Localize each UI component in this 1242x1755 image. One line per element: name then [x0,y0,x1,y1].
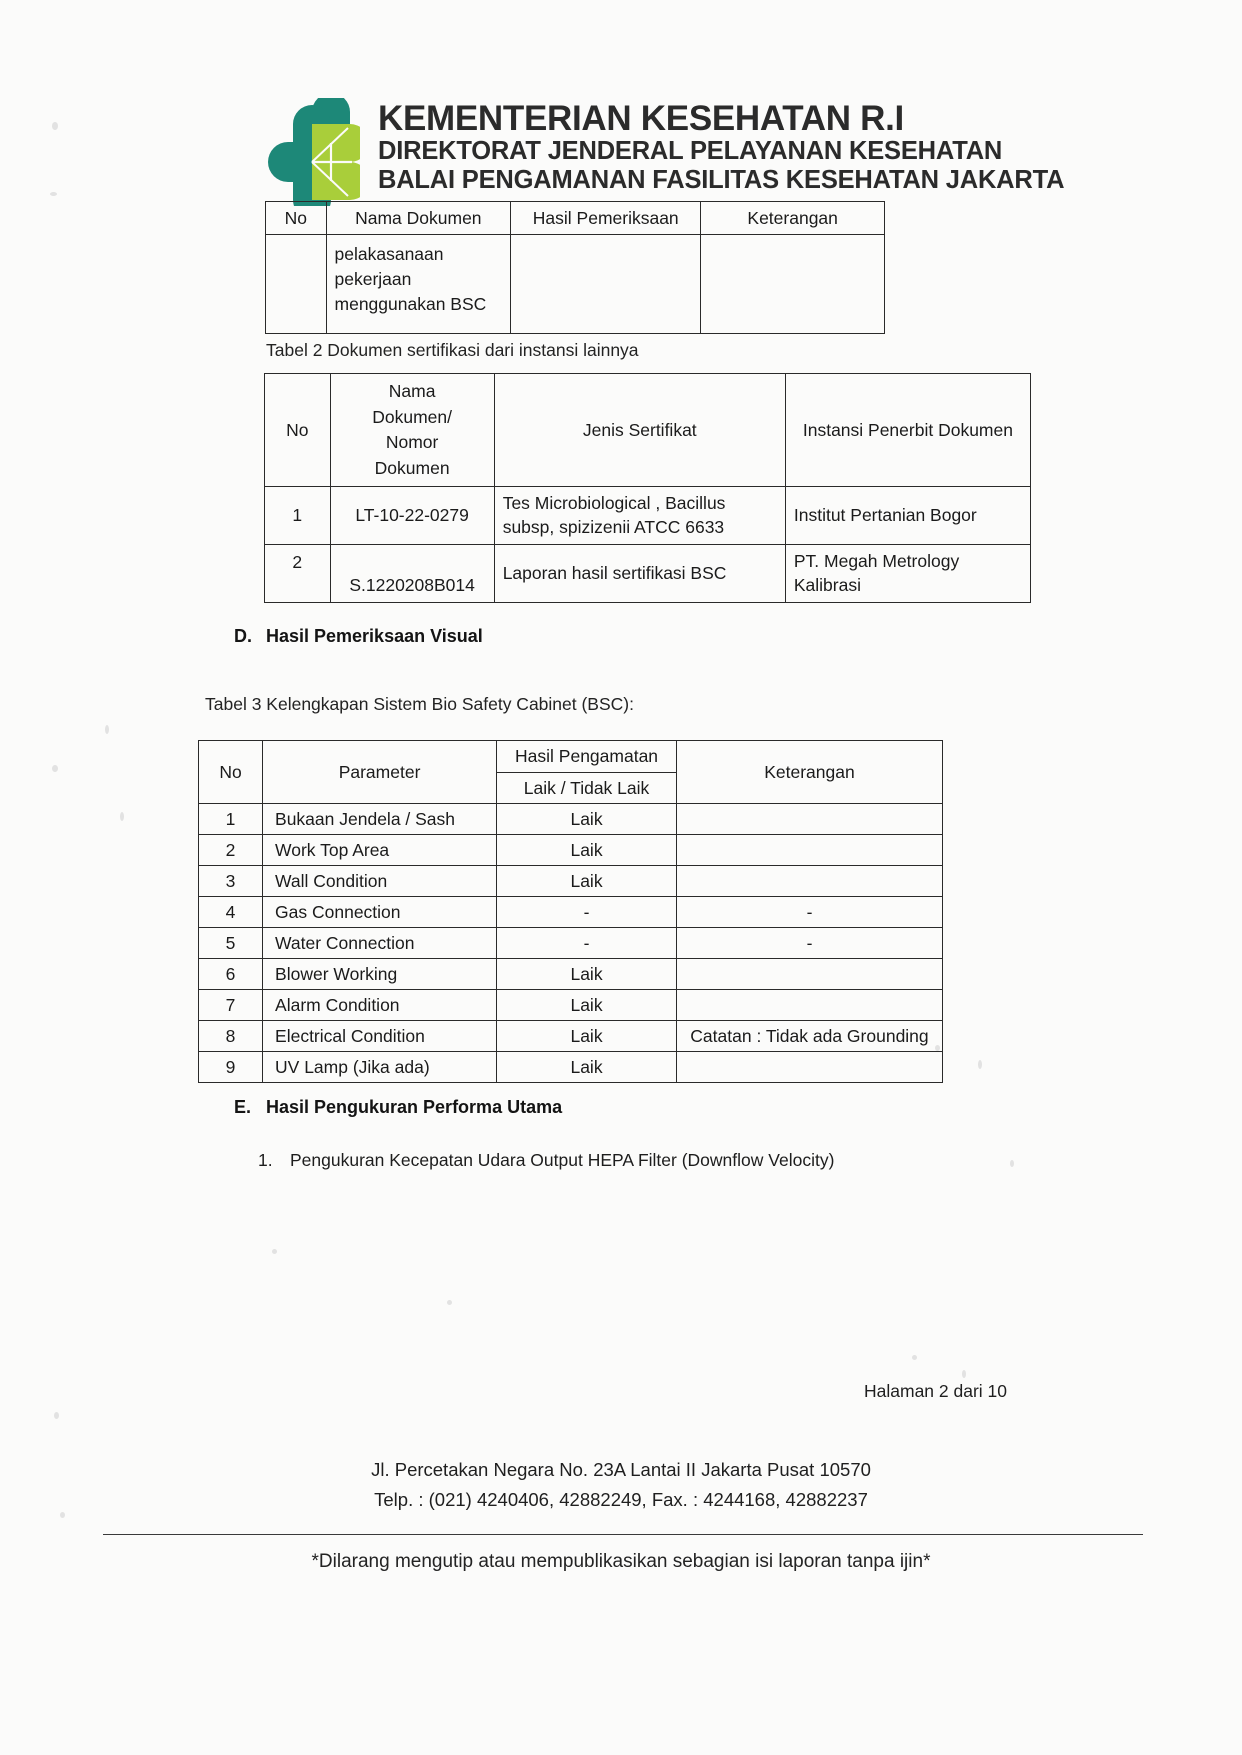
table-row [199,959,943,990]
footer-disclaimer: *Dilarang mengutip atau mempublikasikan sebagian isi laporan tanpa ijin* [311,1551,931,1572]
th-line: Dokumen [374,457,450,478]
cell-no: 1 [265,487,331,545]
table-row [199,1021,943,1052]
cell-keterangan [676,866,942,897]
section-title: Hasil Pengukuran Performa Utama [266,1097,563,1117]
table-row [199,804,943,835]
table-row [265,487,1031,545]
scan-speckle [52,122,58,130]
cell-parameter: Blower Working [263,959,497,990]
cell-parameter: Water Connection [263,928,497,959]
cell-hasil-pemeriksaan [511,235,701,334]
cell-hasil: Laik [497,835,677,866]
scan-speckle [105,725,109,734]
scan-speckle [120,812,124,821]
cell-no [266,235,327,334]
cell-line: menggunakan BSC [334,294,487,315]
cell-hasil: Laik [497,1021,677,1052]
table-header-row [265,374,1031,487]
th-hasil-pemeriksaan: Hasil Pemeriksaan [511,202,701,235]
office-name: BALAI PENGAMANAN FASILITAS KESEHATAN JAKARTA [378,165,1065,194]
cell-keterangan [676,1052,942,1083]
table-row [199,897,943,928]
th-instansi-penerbit: Instansi Penerbit Dokumen [785,374,1030,487]
table-header-row [266,202,885,235]
ministry-name: KEMENTERIAN KESEHATAN R.I [378,99,904,138]
section-heading-d [234,626,483,647]
scan-speckle [978,1060,982,1069]
caption-tabel-3: Tabel 3 Kelengkapan Sistem Bio Safety Cabinet (BSC): [205,694,634,714]
scan-speckle [60,1512,65,1518]
cell-instansi: PT. Megah Metrology Kalibrasi [785,545,1030,603]
cell-jenis-sertifikat: Tes Microbiological , Bacillus subsp, spizizenii ATCC 6633 [494,487,785,545]
cell-parameter: Bukaan Jendela / Sash [263,804,497,835]
footer-divider [103,1534,1143,1535]
th-no: No [265,374,331,487]
scan-speckle [52,765,58,772]
section-heading-e [234,1097,562,1118]
th-line: Nomor [385,432,439,453]
cell-no: 3 [199,866,263,897]
cell-hasil: Laik [497,959,677,990]
table-dokumen-sertifikasi [264,373,1031,603]
directorate-name: DIREKTORAT JENDERAL PELAYANAN KESEHATAN [378,137,1003,166]
cell-no: 8 [199,1021,263,1052]
footer-address-line-2: Telp. : (021) 4240406, 42882249, Fax. : 4244168, 42882237 [374,1489,868,1510]
cell-keterangan: - [676,897,942,928]
cell-hasil: Laik [497,990,677,1021]
cell-parameter: Electrical Condition [263,1021,497,1052]
cell-hasil: Laik [497,804,677,835]
item-number: 1. [258,1150,273,1170]
th-line: Dokumen/ [372,406,452,427]
scan-speckle [272,1249,277,1254]
th-no: No [266,202,327,235]
cell-no: 4 [199,897,263,928]
cell-keterangan [676,959,942,990]
cell-hasil: - [497,897,677,928]
cell-no: 5 [199,928,263,959]
table-row [199,1052,943,1083]
section-letter: D. [234,626,252,646]
section-letter: E. [234,1097,252,1117]
cell-no: 7 [199,990,263,1021]
th-nama-dokumen: Nama Dokumen [326,202,511,235]
table-header-row [199,741,943,773]
table-row [265,545,1031,603]
letterhead-text [378,96,1064,194]
cell-keterangan [676,835,942,866]
cell-nomor-dokumen: S.1220208B014 [330,545,494,603]
cell-no: 6 [199,959,263,990]
footer-address-line-1: Jl. Percetakan Negara No. 23A Lantai II Jakarta Pusat 10570 [371,1459,871,1480]
th-keterangan: Keterangan [701,202,885,235]
cell-hasil: Laik [497,1052,677,1083]
scan-speckle [54,1412,59,1419]
table-row [199,928,943,959]
cell-parameter: Wall Condition [263,866,497,897]
table-kelengkapan-bsc [198,740,943,1083]
scan-speckle [962,1370,966,1378]
cell-keterangan: - [676,928,942,959]
cell-parameter: Work Top Area [263,835,497,866]
cell-no: 1 [199,804,263,835]
th-laik-tidak-laik: Laik / Tidak Laik [497,772,677,804]
cell-keterangan [701,235,885,334]
th-jenis-sertifikat: Jenis Sertifikat [494,374,785,487]
scan-speckle [1010,1160,1014,1167]
table-dokumen-continuation [265,201,885,334]
cell-parameter: Alarm Condition [263,990,497,1021]
cell-parameter: Gas Connection [263,897,497,928]
th-line: Nama [388,381,436,401]
cell-line: pelakasanaan [334,244,444,265]
th-parameter: Parameter [263,741,497,804]
cell-parameter: UV Lamp (Jika ada) [263,1052,497,1083]
table-row [199,866,943,897]
scan-speckle [50,192,57,196]
page-number: Halaman 2 dari 10 [864,1381,1007,1401]
kemenkes-logo-icon [252,98,360,206]
section-title: Hasil Pemeriksaan Visual [266,626,483,646]
table-row [199,835,943,866]
th-hasil-pengamatan: Hasil Pengamatan [497,741,677,773]
table-row [199,990,943,1021]
cell-no: 2 [199,835,263,866]
cell-line: pekerjaan [334,269,412,290]
cell-nomor-dokumen: LT-10-22-0279 [330,487,494,545]
cell-no: 9 [199,1052,263,1083]
th-no: No [199,741,263,804]
section-e-item-1 [258,1150,834,1171]
scan-speckle [912,1355,917,1360]
item-text: Pengukuran Kecepatan Udara Output HEPA Filter (Downflow Velocity) [290,1150,835,1170]
cell-nama-dokumen [326,235,511,334]
cell-no: 2 [265,545,331,603]
th-keterangan: Keterangan [676,741,942,804]
cell-hasil: Laik [497,866,677,897]
table-row [266,235,885,334]
cell-keterangan [676,804,942,835]
cell-jenis-sertifikat: Laporan hasil sertifikasi BSC [494,545,785,603]
th-nama-dokumen-nomor [330,374,494,487]
scan-speckle [447,1300,452,1305]
cell-keterangan [676,990,942,1021]
cell-instansi: Institut Pertanian Bogor [785,487,1030,545]
cell-keterangan: Catatan : Tidak ada Grounding [676,1021,942,1052]
caption-tabel-2: Tabel 2 Dokumen sertifikasi dari instansi lainnya [266,340,639,360]
cell-hasil: - [497,928,677,959]
letterhead [252,96,1064,206]
